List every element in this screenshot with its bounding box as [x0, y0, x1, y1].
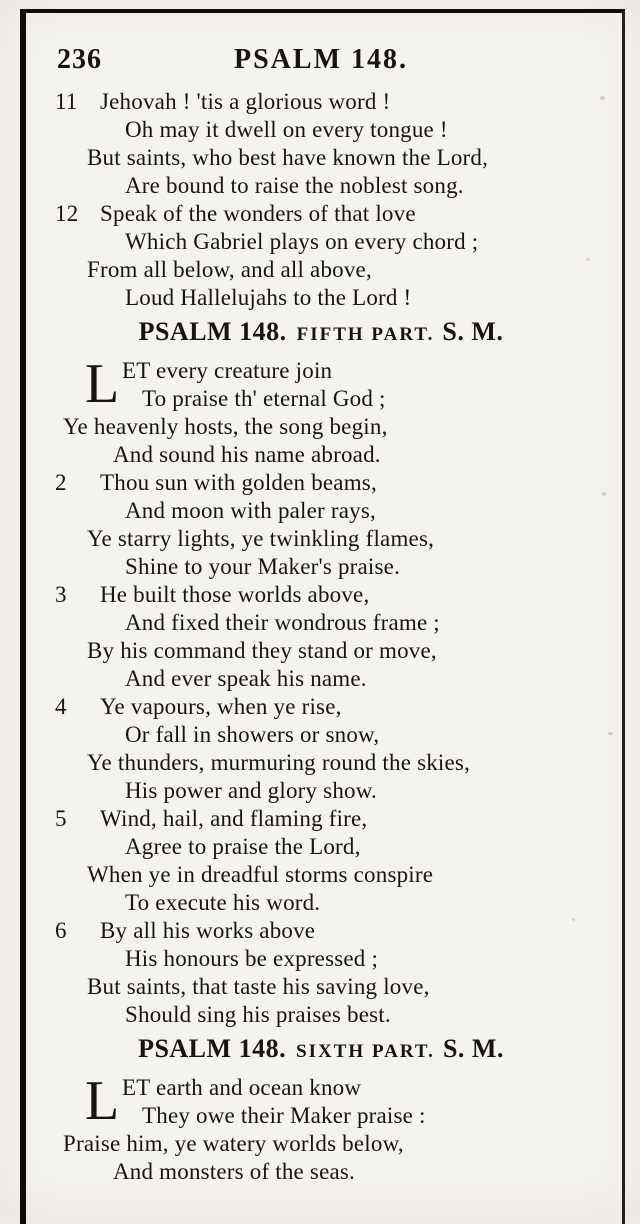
verse-line: [55, 917, 587, 945]
verse-line: Shine to your Maker's praise.: [125, 554, 401, 579]
stanza: [55, 693, 587, 805]
verse-line: Oh may it dwell on every tongue !: [125, 117, 448, 142]
verse-number: 6: [55, 918, 67, 943]
verse-line: From all below, and all above,: [87, 257, 372, 282]
verse-line: And monsters of the seas.: [113, 1159, 355, 1184]
page-content: [55, 44, 587, 1186]
verse-line: And moon with paler rays,: [125, 498, 376, 523]
verse-text: Thou sun with golden beams,: [100, 470, 377, 495]
verse-line: [55, 581, 587, 609]
verse-line: Or fall in showers or snow,: [125, 722, 380, 747]
verse-line: Ye heavenly hosts, the song begin,: [63, 414, 388, 439]
verse-line: When ye in dreadful storms conspire: [87, 862, 434, 887]
page-header: [55, 44, 587, 78]
verse-number: 2: [55, 470, 67, 495]
running-title: PSALM 148.: [234, 44, 408, 75]
page-number: 236: [57, 44, 102, 75]
psalm-heading-meter: S. M.: [442, 1034, 504, 1063]
opening-stanza: [55, 1070, 587, 1186]
verse-text: Jehovah ! 'tis a glorious word !: [100, 89, 391, 114]
verse-line: And ever speak his name.: [125, 666, 367, 691]
stanza: [55, 917, 587, 1029]
verse-text: He built those worlds above,: [100, 582, 370, 607]
psalm-heading: [55, 1034, 587, 1067]
verse-text: Wind, hail, and flaming fire,: [100, 806, 368, 831]
verse-line: Agree to praise the Lord,: [125, 834, 361, 859]
verse-line: They owe their Maker praise :: [142, 1103, 426, 1128]
psalm-heading-part: FIFTH PART.: [296, 324, 435, 345]
verse-line: And sound his name abroad.: [113, 442, 381, 467]
verse-number: 5: [55, 806, 67, 831]
verse-line: Ye starry lights, ye twinkling flames,: [87, 526, 435, 551]
drop-cap-block: [85, 353, 587, 415]
verse-line: Are bound to raise the noblest song.: [125, 173, 464, 198]
stanza: [55, 581, 587, 693]
stanza: [55, 88, 587, 200]
stanza: [55, 805, 587, 917]
stanza: [55, 200, 587, 312]
verse-line: And fixed their wondrous frame ;: [125, 610, 440, 635]
verse-line: Which Gabriel plays on every chord ;: [125, 229, 479, 254]
verse-line: [55, 88, 587, 116]
verse-number: 3: [55, 582, 67, 607]
verse-line: [55, 693, 587, 721]
verse-text: Speak of the wonders of that love: [100, 201, 416, 226]
verse-line: His power and glory show.: [125, 778, 378, 803]
verse-line: Should sing his praises best.: [125, 1002, 391, 1027]
scan-artifact: [600, 96, 605, 100]
drop-cap-block: [85, 1070, 587, 1132]
verse-line: His honours be expressed ;: [125, 946, 379, 971]
verse-line: [55, 200, 587, 228]
psalm-heading-title: PSALM 148.: [138, 1034, 287, 1063]
scan-artifact: [608, 732, 613, 735]
verse-line: To praise th' eternal God ;: [142, 386, 386, 411]
psalm-heading-part: SIXTH PART.: [296, 1041, 435, 1062]
verse-line: Loud Hallelujahs to the Lord !: [125, 285, 412, 310]
psalm-heading-meter: S. M.: [442, 317, 504, 346]
verse-number: 12: [55, 201, 79, 226]
verse-line: [55, 805, 587, 833]
verse-line: ET earth and ocean know: [122, 1075, 362, 1100]
opening-stanza: [55, 353, 587, 469]
verse-text: Ye vapours, when ye rise,: [100, 694, 342, 719]
psalm-heading-title: PSALM 148.: [138, 317, 287, 346]
stanza: [55, 469, 587, 581]
verse-text: By all his works above: [100, 918, 316, 943]
psalm-heading: [55, 317, 587, 350]
verse-line: ET every creature join: [122, 358, 333, 383]
verse-line: [55, 469, 587, 497]
verse-line: But saints, that taste his saving love,: [87, 974, 430, 999]
verse-line: To execute his word.: [125, 890, 321, 915]
verse-number: 4: [55, 694, 67, 719]
verse-line: By his command they stand or move,: [87, 638, 437, 663]
drop-cap: L: [85, 1070, 120, 1132]
drop-cap: L: [85, 353, 120, 415]
verse-line: But saints, who best have known the Lord,: [87, 145, 489, 170]
scan-artifact: [602, 492, 606, 496]
verse-line: Ye thunders, murmuring round the skies,: [87, 750, 471, 775]
verse-line: Praise him, ye watery worlds below,: [63, 1131, 404, 1156]
verse-number: 11: [55, 89, 78, 114]
